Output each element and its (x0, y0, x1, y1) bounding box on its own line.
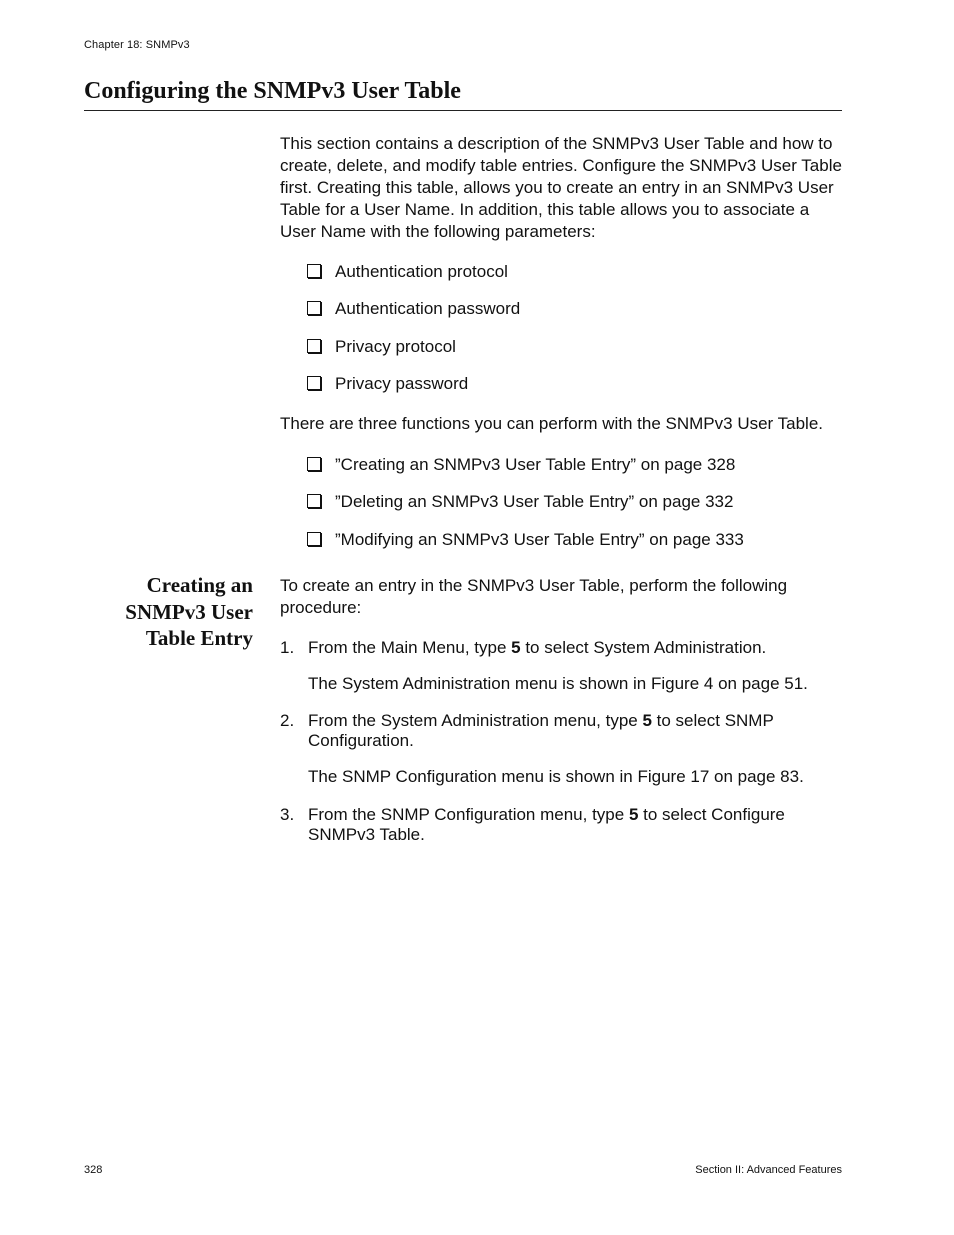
parameter-item: Privacy protocol (307, 336, 456, 358)
step-number: 3. (280, 805, 295, 824)
checkbox-bullet-icon (307, 494, 321, 508)
checkbox-bullet-icon (307, 301, 321, 315)
function-link-item[interactable]: ”Deleting an SNMPv3 User Table Entry” on page 332 (307, 491, 733, 513)
checkbox-bullet-icon (307, 457, 321, 471)
function-link-item[interactable]: ”Modifying an SNMPv3 User Table Entry” on page 333 (307, 529, 744, 551)
step-number: 1. (280, 638, 295, 657)
parameter-item: Privacy password (307, 373, 468, 395)
chapter-header: Chapter 18: SNMPv3 (84, 39, 190, 51)
checkbox-bullet-icon (307, 339, 321, 353)
step-result: The System Administration menu is shown in Figure 4 on page 51. (308, 674, 808, 693)
section-heading: Creating an SNMPv3 User Table Entry (125, 573, 253, 650)
step-text: From the Main Menu, type 5 to select System Administration. (308, 638, 767, 657)
functions-intro: There are three functions you can perform with the SNMPv3 User Table. (280, 414, 823, 433)
step-text: From the SNMP Configuration menu, type 5 to select Configure SNMPv3 Table. (308, 805, 785, 844)
step-result: The SNMP Configuration menu is shown in Figure 17 on page 83. (308, 767, 804, 786)
step-text: From the System Administration menu, type 5 to select SNMP Configuration. (308, 711, 774, 750)
checkbox-bullet-icon (307, 376, 321, 390)
function-link-item[interactable]: ”Creating an SNMPv3 User Table Entry” on page 328 (307, 454, 735, 476)
parameter-item: Authentication password (307, 298, 520, 320)
step-number: 2. (280, 711, 295, 730)
page-number: 328 (84, 1164, 103, 1176)
title-rule (84, 110, 842, 111)
section-intro: To create an entry in the SNMPv3 User Table, perform the following procedure: (280, 576, 788, 617)
parameter-item: Authentication protocol (307, 261, 508, 283)
checkbox-bullet-icon (307, 532, 321, 546)
checkbox-bullet-icon (307, 264, 321, 278)
page-title: Configuring the SNMPv3 User Table (84, 78, 461, 104)
intro-paragraph: This section contains a description of the SNMPv3 User Table and how to create, delete, and modify table entries. Configure the SNMPv3 User Table first. Creating this table, allows you to create an entry in an SNMPv3 User Table for a User Name. In addition, this table allows you to associate a User Name with the following parameters: (280, 134, 842, 241)
footer-section: Section II: Advanced Features (695, 1164, 842, 1176)
